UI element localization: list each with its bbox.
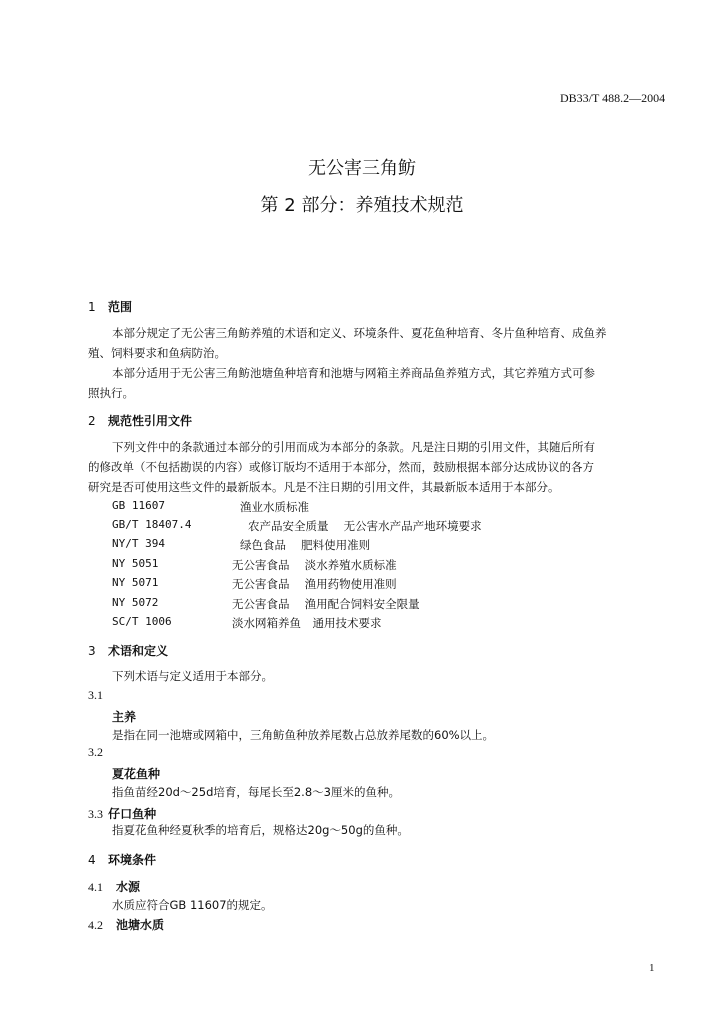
paragraph-line: 下列文件中的条款通过本部分的引用而成为本部分的条款。凡是注日期的引用文件，其随后所有 — [112, 440, 595, 454]
page-number: 1 — [649, 962, 655, 974]
reference-title: 无公害食品 渔用药物使用准则 — [232, 577, 397, 591]
subsection-title: 池塘水质 — [116, 918, 165, 932]
section-number: 2 — [88, 414, 96, 428]
section-number: 1 — [88, 300, 96, 314]
subsection-title: 水源 — [116, 880, 141, 894]
reference-title: 无公害食品 渔用配合饲料安全限量 — [232, 597, 420, 611]
term-number: 3.1 — [88, 688, 103, 702]
section-title: 术语和定义 — [108, 644, 169, 658]
section-number: 4 — [88, 853, 96, 867]
reference-title: 农产品安全质量 无公害水产品产地环境要求 — [248, 519, 482, 533]
term-heading — [88, 803, 156, 822]
reference-title: 淡水网箱养鱼 通用技术要求 — [232, 616, 382, 630]
reference-code: NY 5051 — [112, 557, 159, 570]
document-subtitle: 第 2 部分：养殖技术规范 — [260, 195, 464, 216]
section-title: 范围 — [108, 300, 133, 314]
paragraph-line: 本部分规定了无公害三角鲂养殖的术语和定义、环境条件、夏花鱼种培育、冬片鱼种培育、成鱼养 — [112, 326, 607, 340]
document-code: DB33/T 488.2—2004 — [560, 91, 666, 105]
subsection-number: 4.1 — [88, 880, 103, 894]
reference-title: 渔业水质标准 — [240, 500, 309, 514]
section-title: 规范性引用文件 — [108, 414, 193, 428]
reference-title: 无公害食品 淡水养殖水质标准 — [232, 558, 397, 572]
section-1-heading — [88, 298, 132, 315]
term-name: 仔口鱼种 — [108, 807, 157, 821]
reference-code: NY 5072 — [112, 596, 159, 609]
section-number: 3 — [88, 644, 96, 658]
term-definition: 指夏花鱼种经夏秋季的培育后，规格达20g～50g的鱼种。 — [112, 823, 409, 837]
paragraph-line: 水质应符合GB 11607的规定。 — [112, 898, 273, 912]
subsection-number: 4.2 — [88, 918, 103, 932]
term-name: 夏花鱼种 — [112, 767, 161, 781]
paragraph-line: 研究是否可使用这些文件的最新版本。凡是不注日期的引用文件，其最新版本适用于本部分。 — [88, 480, 560, 494]
paragraph-line: 殖、饲料要求和鱼病防治。 — [88, 346, 226, 360]
paragraph-line: 下列术语与定义适用于本部分。 — [112, 669, 273, 683]
reference-code: GB 11607 — [112, 499, 165, 512]
reference-code: GB/T 18407.4 — [112, 518, 192, 531]
paragraph-line: 照执行。 — [88, 386, 134, 400]
term-number: 3.3 — [88, 807, 103, 821]
paragraph-line: 本部分适用于无公害三角鲂池塘鱼种培育和池塘与网箱主养商品鱼养殖方式，其它养殖方式可参 — [112, 366, 595, 380]
reference-code: NY/T 394 — [112, 537, 165, 550]
section-3-heading — [88, 642, 168, 659]
term-name: 主养 — [112, 710, 137, 724]
subsection-4-1-heading — [88, 878, 140, 895]
paragraph-line: 的修改单（不包括勘误的内容）或修订版均不适用于本部分，然而，鼓励根据本部分达成协议的各方 — [88, 460, 594, 474]
term-definition: 是指在同一池塘或网箱中，三角鲂鱼种放养尾数占总放养尾数的60%以上。 — [112, 728, 495, 742]
document-title: 无公害三角鲂 — [308, 158, 416, 179]
reference-code: NY 5071 — [112, 576, 159, 589]
section-2-heading — [88, 412, 192, 429]
reference-title: 绿色食品 肥料使用准则 — [240, 538, 371, 552]
section-title: 环境条件 — [108, 853, 157, 867]
section-4-heading — [88, 851, 156, 868]
term-number: 3.2 — [88, 745, 103, 759]
subsection-4-2-heading — [88, 916, 164, 933]
reference-code: SC/T 1006 — [112, 615, 172, 628]
term-definition: 指鱼苗经20d～25d培育，每尾长至2.8～3厘米的鱼种。 — [112, 785, 400, 799]
